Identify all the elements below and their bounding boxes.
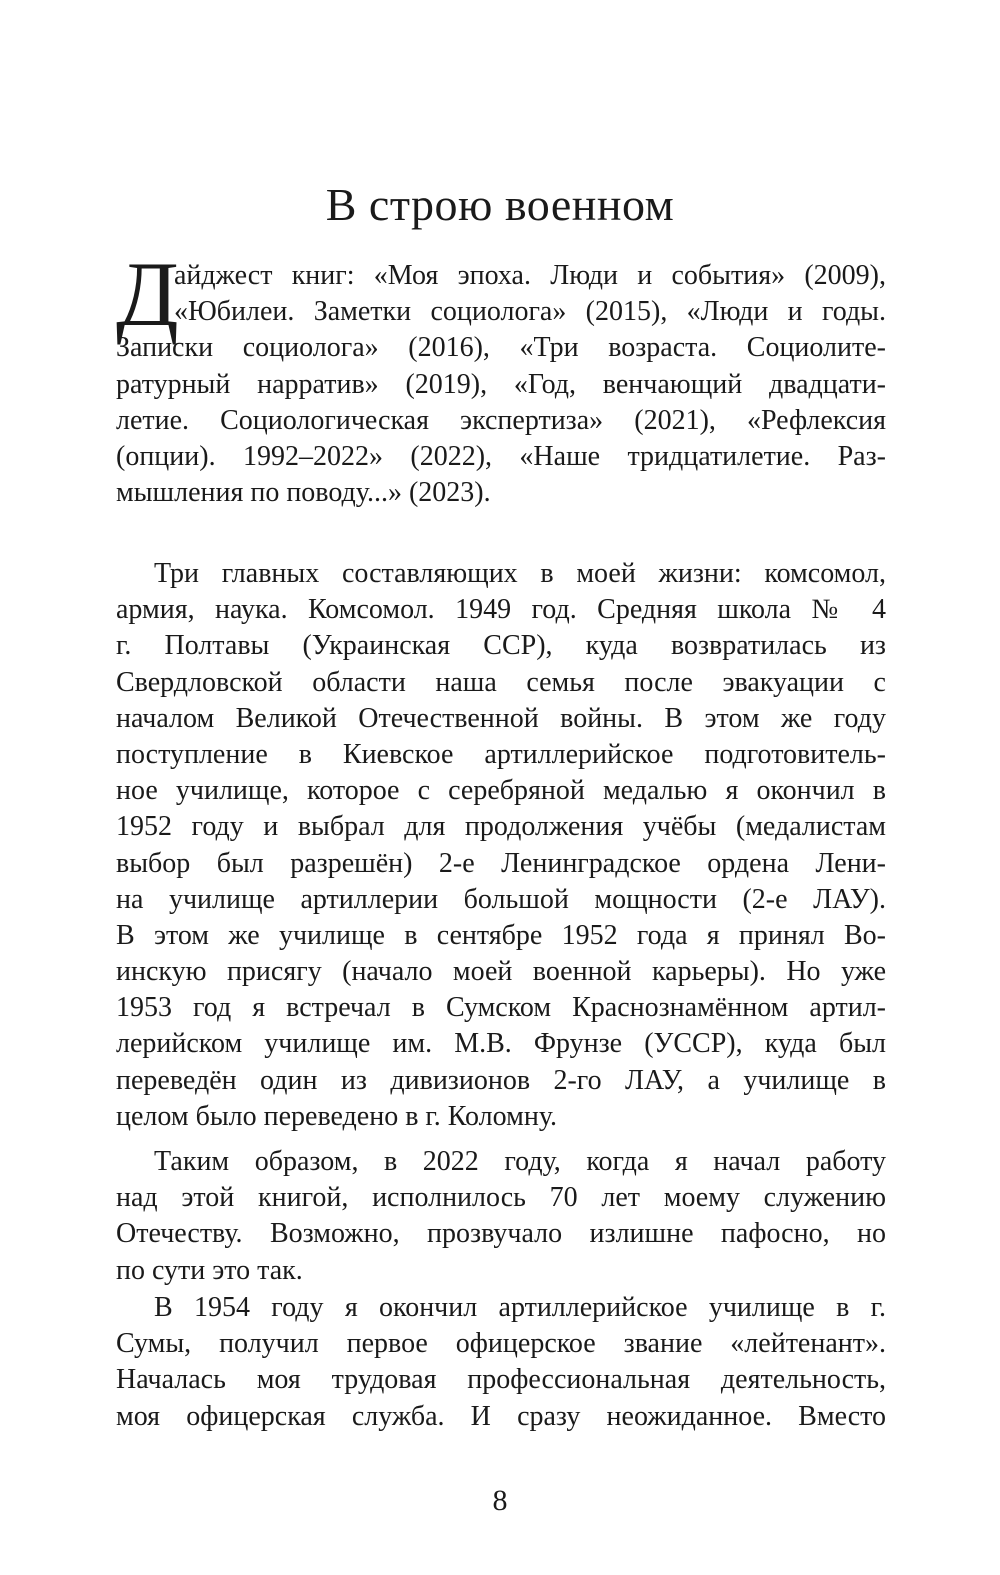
chapter-title: В строю военном xyxy=(325,179,675,230)
text-line: г. Полтавы (Украинская ССР), куда возвратилась из xyxy=(116,630,886,662)
text-line: Три главных составляющих в моей жизни: комсомол, xyxy=(154,558,886,589)
text-line: 1953 год я встречал в Сумском Краснознамённом артил- xyxy=(116,992,886,1024)
text-line: Свердловской области наша семья после эвакуации с xyxy=(116,666,886,698)
text-line: по сути это так. xyxy=(116,1254,303,1286)
text-line: армия, наука. Комсомол. 1949 год. Средняя школа № 4 xyxy=(116,594,886,626)
paragraph-2 xyxy=(116,1144,886,1289)
text-line: «Юбилеи. Заметки социолога» (2015), «Люди и годы. xyxy=(174,296,886,328)
text-line: моя офицерская служба. И сразу неожиданное. Вместо xyxy=(116,1400,886,1432)
text-line: целом было переведено в г. Коломну. xyxy=(116,1100,558,1132)
text-line: В 1954 году я окончил артиллерийское училище в г. xyxy=(154,1292,886,1323)
text-line: (опции). 1992–2022» (2022), «Наше тридцатилетие. Раз- xyxy=(116,440,886,472)
text-line: летие. Социологическая экспертиза» (2021), «Рефлексия xyxy=(116,404,886,436)
text-line: началом Великой Отечественной войны. В этом же году xyxy=(116,702,886,734)
text-line: Таким образом, в 2022 году, когда я начал работу xyxy=(154,1146,886,1177)
text-line: В этом же училище в сентябре 1952 года я принял Во- xyxy=(116,919,886,951)
digest-paragraph xyxy=(116,243,886,511)
text-line: Сумы, получил первое офицерское звание «лейтенант». xyxy=(116,1328,886,1360)
text-line: ратурный нарратив» (2019), «Год, венчающий двадцати- xyxy=(116,368,886,400)
text-line: лерийском училище им. М.В. Фрунзе (УССР), куда был xyxy=(116,1028,886,1060)
text-line: Началась моя трудовая профессиональная деятельность, xyxy=(116,1364,886,1396)
text-line: выбор был разрешён) 2-е Ленинградское ордена Лени- xyxy=(116,847,886,879)
drop-cap: Д xyxy=(116,243,179,345)
text-line: Записки социолога» (2016), «Три возраста. Социолите- xyxy=(116,332,886,364)
paragraph-1 xyxy=(116,556,886,1135)
page-number: 8 xyxy=(492,1484,508,1517)
text-line: Отечеству. Возможно, прозвучало излишне пафосно, но xyxy=(116,1218,886,1250)
text-line: поступление в Киевское артиллерийское подготовитель- xyxy=(116,738,886,770)
text-line: айджест книг: «Моя эпоха. Люди и события» (2009), xyxy=(174,260,886,291)
paragraph-3 xyxy=(116,1290,886,1435)
text-line: ное училище, которое с серебряной медалью я окончил в xyxy=(116,775,886,807)
text-line: на училище артиллерии большой мощности (2-е ЛАУ). xyxy=(116,883,886,915)
text-line: инскую присягу (начало моей военной карьеры). Но уже xyxy=(116,956,886,988)
text-line: 1952 году и выбрал для продолжения учёбы (медалистам xyxy=(116,811,886,843)
text-line: над этой книгой, исполнилось 70 лет моему служению xyxy=(116,1182,886,1214)
text-line: мышления по поводу...» (2023). xyxy=(116,477,491,509)
text-line: переведён один из дивизионов 2-го ЛАУ, а училище в xyxy=(116,1064,886,1096)
